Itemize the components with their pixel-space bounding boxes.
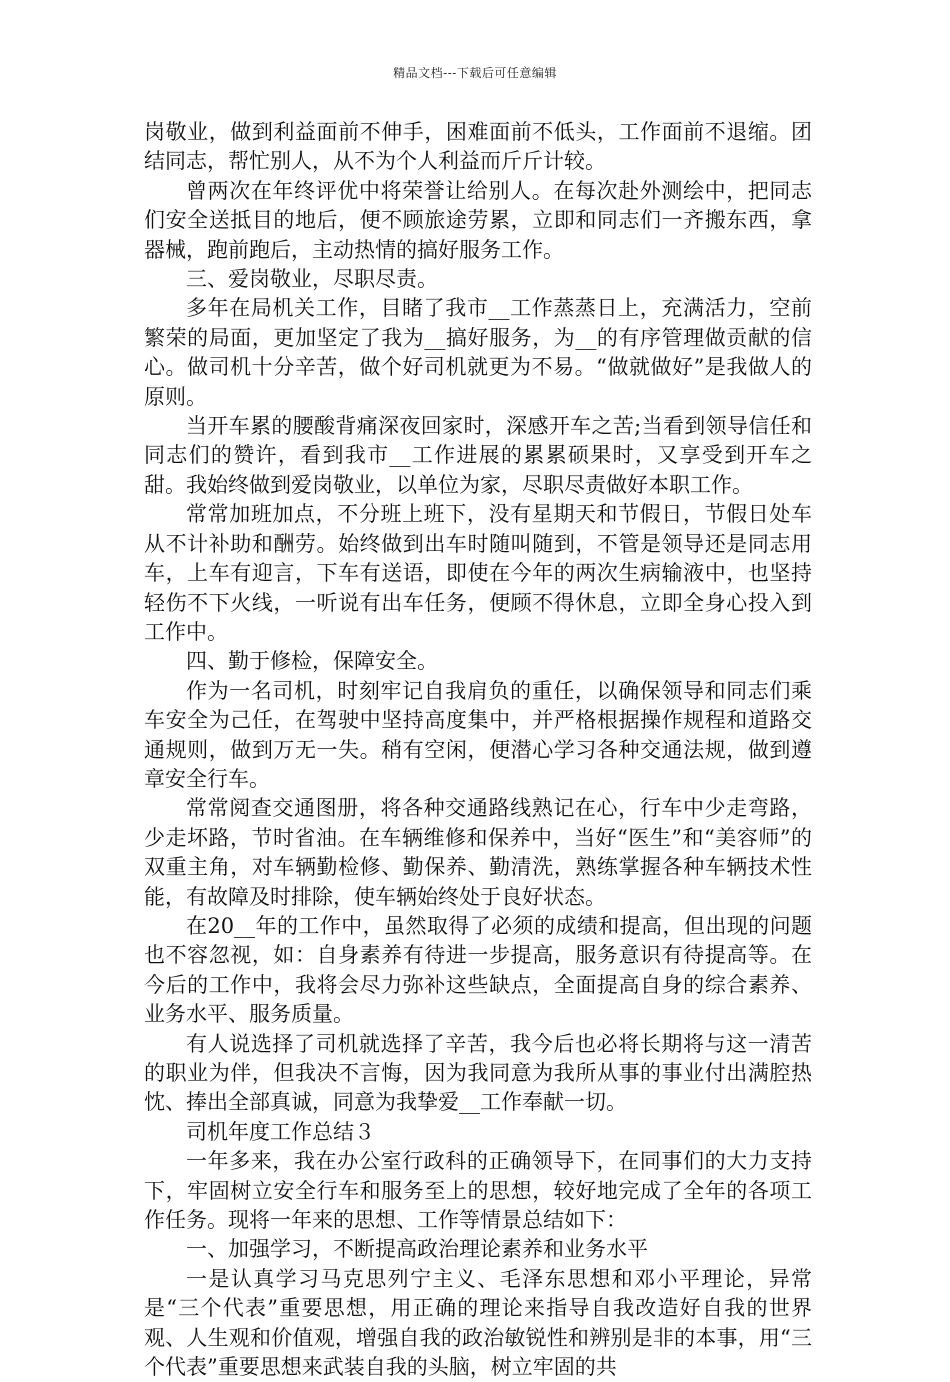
section-heading: 三、爱岗敬业，尽职尽责。	[186, 267, 438, 292]
section-heading: 四、勤于修检，保障安全。	[186, 649, 438, 674]
document-body	[144, 118, 812, 1382]
paragraph: 常常阅查交通图册，将各种交通路线熟记在心，行车中少走弯路，少走坏路，节时省油。在车辆维修和保养中，当好“医生”和“美容师”的双重主角，对车辆勤检修、勤保养、勤清洗，熟练掌握各种车辆技术性能，有故障及时排除，使车辆始终处于良好状态。	[144, 796, 812, 909]
paragraph: 曾两次在年终评优中将荣誉让给别人。在每次赴外测绘中，把同志们安全送抵目的地后，便不顾旅途劳累，立即和同志们一齐搬东西，拿器械，跑前跑后，主动热情的搞好服务工作。	[144, 178, 812, 262]
paragraph: 常常加班加点，不分班上班下，没有星期天和节假日，节假日处车从不计补助和酬劳。始终做到出车时随叫随到，不管是领导还是同志用车，上车有迎言，下车有送语，即使在今年的两次生病输液中，也坚持轻伤不下火线，一听说有出车任务，便顾不得休息，立即全身心投入到工作中。	[144, 502, 812, 644]
paragraph: 作为一名司机，时刻牢记自我肩负的重任，以确保领导和同志们乘车安全为己任，在驾驶中坚持高度集中，并严格根据操作规程和道路交通规则，做到万无一失。稍有空闲，便潜心学习各种交通法规，做到遵章安全行车。	[144, 678, 812, 791]
paragraph: 当开车累的腰酸背痛深夜回家时，深感开车之苦;当看到领导信任和同志们的赞许，看到我市__工作进展的累累硕果时，又享受到开车之甜。我始终做到爱岗敬业，以单位为家，尽职尽责做好本职工作。	[144, 414, 812, 497]
paragraph: 有人说选择了司机就选择了辛苦，我今后也必将长期将与这一清苦的职业为伴，但我决不言悔，因为我同意为我所从事的事业付出满腔热忱、捧出全部真诚，同意为我挚爱__工作奉献一切。	[144, 1031, 812, 1115]
paragraph: 一年多来，我在办公室行政科的正确领导下，在同事们的大力支持下，牢固树立安全行车和服务至上的思想，较好地完成了全年的各项工作任务。现将一年来的思想、工作等情景总结如下：	[144, 1149, 812, 1233]
section-heading: 一、加强学习，不断提高政治理论素养和业务水平	[186, 1237, 648, 1262]
page-header: 精品文档---下载后可任意编辑	[393, 66, 557, 80]
document-title: 司机年度工作总结３	[186, 1119, 375, 1144]
paragraph: 多年在局机关工作，目睹了我市__工作蒸蒸日上，充满活力，空前繁荣的局面，更加坚定了我为__搞好服务，为__的有序管理做贡献的信心。做司机十分辛苦，做个好司机就更为不易。“做就做好”是我做人的原则。	[144, 296, 812, 409]
paragraph: 在20__年的工作中，虽然取得了必须的成绩和提高，但出现的问题也不容忽视，如：自身素养有待进一步提高，服务意识有待提高等。在今后的工作中，我将会尽力弥补这些缺点，全面提高自身的综合素养、业务水平、服务质量。	[144, 913, 812, 1027]
paragraph: 岗敬业，做到利益面前不伸手，困难面前不低头，工作面前不退缩。团结同志，帮忙别人，从不为个人利益而斤斤计较。	[144, 120, 812, 174]
paragraph: 一是认真学习马克思列宁主义、毛泽东思想和邓小平理论，异常是“三个代表”重要思想，用正确的理论来指导自我改造好自我的世界观、人生观和价值观，增强自我的政治敏锐性和辨别是非的本事，用“三个代表”重要思想来武装自我的头脑，树立牢固的共	[144, 1266, 812, 1380]
